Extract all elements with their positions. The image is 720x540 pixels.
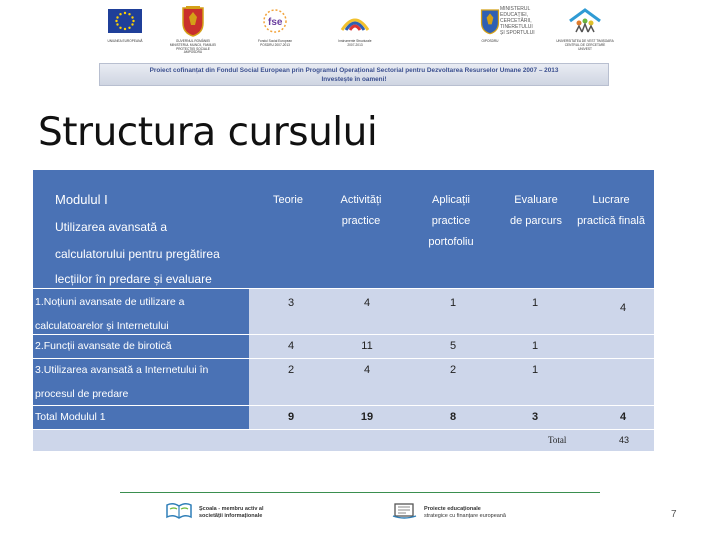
column-header-aplicatii: Aplicații practice portofoliu xyxy=(428,194,474,248)
footer-logo-projects: Proiecte educaționale strategice cu finanțare europeană xyxy=(392,500,506,525)
course-structure-table xyxy=(33,170,654,451)
module-title: Modulul I xyxy=(55,192,108,207)
total-label: Total xyxy=(548,435,567,445)
house-people-icon xyxy=(567,4,603,38)
book-stack-icon xyxy=(392,500,418,525)
svg-text:fse: fse xyxy=(268,17,283,28)
cell-activitati: 4 xyxy=(363,297,371,309)
column-header-evaluare: Evaluare de parcurs xyxy=(510,194,562,227)
ministry-text-logo: MINISTERUL EDUCAȚIEI, CERCETĂRII, TINERETULUI ȘI SPORTULUI xyxy=(500,6,535,36)
footer-divider xyxy=(120,492,600,493)
cell-teorie: 4 xyxy=(287,340,295,352)
cell-activitati: 4 xyxy=(363,364,371,376)
government-logo: GUVERNUL ROMÂNIEI MINISTERUL MUNCII, FAMILIEI PROTECȚIEI SOCIALE AMPOSDRU xyxy=(163,4,223,55)
cell-lucrare: 4 xyxy=(619,411,627,423)
total-value: 43 xyxy=(619,435,630,445)
table-row xyxy=(33,334,654,358)
table-row xyxy=(33,288,654,334)
oiposdru-logo: OIPOSDRU xyxy=(460,4,520,44)
row-label: 1.Noțiuni avansate de utilizare a calculatoarelor și Internetului xyxy=(33,289,249,334)
fse-logo-icon xyxy=(257,4,293,38)
cell-teorie: 9 xyxy=(287,411,295,423)
cell-evaluare: 1 xyxy=(531,340,539,352)
footer-logo-school: Școala - membru activ al societății informaționale xyxy=(165,500,264,525)
table-row-total-module xyxy=(33,405,654,429)
column-header-lucrare: Lucrare practică finală xyxy=(577,194,645,227)
cell-aplicatii: 5 xyxy=(449,340,457,352)
row-label: Total Modulul 1 xyxy=(33,406,249,429)
column-header-teorie: Teorie xyxy=(273,194,303,206)
cell-aplicatii: 8 xyxy=(449,411,457,423)
cell-aplicatii: 1 xyxy=(449,297,457,309)
module-desc-line-1: Utilizarea avansată a xyxy=(55,220,168,234)
table-row xyxy=(33,358,654,405)
instrumente-structurale-icon xyxy=(337,4,373,38)
univest-logo: UNIVERSITATEA DE VEST TIMIȘOARA CENTRUL DE CERCETARE UNIVEST xyxy=(555,4,615,51)
instrumente-structurale-logo: Instrumente Structurale 2007-2013 xyxy=(325,4,385,48)
module-desc-line-2: calculatorului pentru pregătirea xyxy=(55,247,220,261)
eu-logo: UNIUNEA EUROPEANĂ xyxy=(95,4,155,44)
banner-line-2: Investește în oameni! xyxy=(321,76,387,83)
open-book-icon xyxy=(165,500,193,525)
partner-logos xyxy=(95,4,615,60)
table-header xyxy=(33,170,654,288)
cell-evaluare: 3 xyxy=(531,411,539,423)
cell-teorie: 3 xyxy=(287,297,295,309)
fse-logo: fse Fondul Social European POSDRU 2007-2013 xyxy=(245,4,305,48)
row-label: 3.Utilizarea avansată a Internetului în procesul de predare xyxy=(33,359,249,405)
banner-line-1: Proiect cofinanțat din Fondul Social European prin Programul Operațional Sectorial pentru Dezvoltarea Resurselor Umane 2007 – 2013 xyxy=(149,67,559,74)
module-desc-line-3: lecțiilor în predare și evaluare xyxy=(55,272,212,286)
cell-activitati: 19 xyxy=(360,411,374,423)
romania-coat-of-arms-icon xyxy=(175,4,211,38)
cofinancing-banner xyxy=(99,63,609,86)
column-header-activitati: Activități practice xyxy=(340,194,382,227)
page-title: Structura cursului xyxy=(38,110,378,155)
cell-evaluare: 1 xyxy=(531,364,539,376)
eu-flag-icon xyxy=(107,4,143,38)
table-row-grand-total xyxy=(33,429,654,451)
cell-activitati: 11 xyxy=(361,340,373,352)
ministry-logo xyxy=(500,4,550,38)
module-header-cell xyxy=(33,170,249,288)
row-label: 2.Funcții avansate de birotică xyxy=(33,335,249,358)
cell-teorie: 2 xyxy=(287,364,295,376)
cell-aplicatii: 2 xyxy=(449,364,457,376)
cell-lucrare: 4 xyxy=(619,302,627,314)
page-number: 7 xyxy=(671,509,677,520)
cell-evaluare: 1 xyxy=(531,297,539,309)
